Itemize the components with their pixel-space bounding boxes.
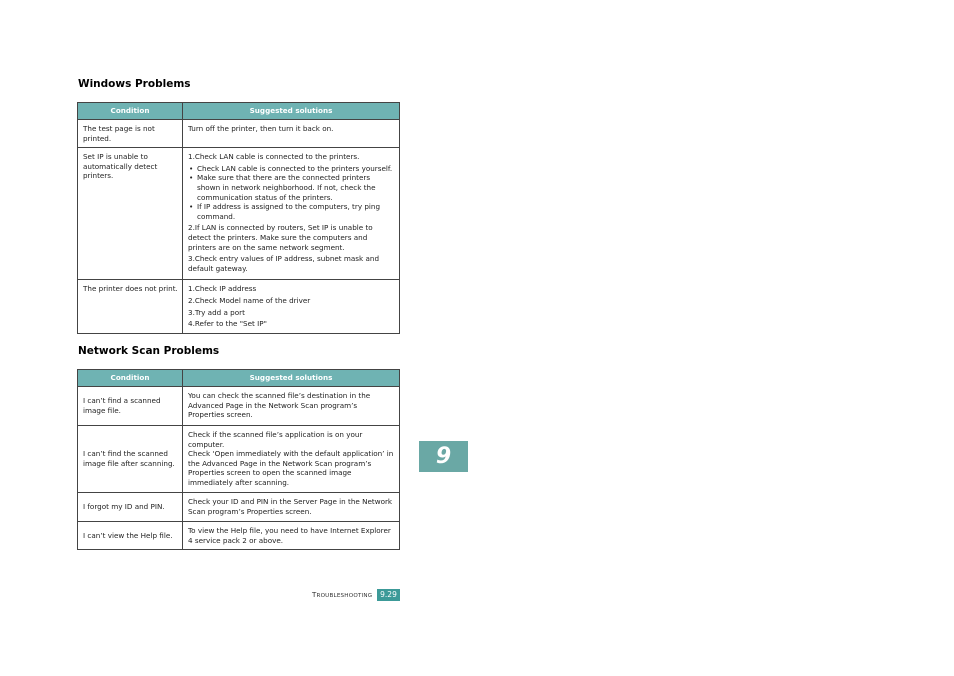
footer-label-rest: ROUBLESHOOTING xyxy=(316,593,373,599)
solution-step: 2.If LAN is connected by routers, Set IP is unable to detect the printers. Make sure the computers and printers are on the same network segment. xyxy=(188,223,373,252)
solution-line: Check ‘Open immediately with the default application’ in the Advanced Page in the Network Scan program’s Properties screen to open the scanned image immediately after scanning. xyxy=(188,449,394,487)
solution-line: Check if the scanned file’s application is on your computer. xyxy=(188,430,363,449)
chapter-number-tab: 9 xyxy=(419,441,468,472)
condition-cell: I can’t find a scanned image file. xyxy=(78,387,183,426)
footer-section-label xyxy=(312,591,372,599)
page-number-badge: 9.29 xyxy=(377,589,400,601)
solution-step: 4.Refer to the "Set IP" xyxy=(188,319,267,329)
table-header-row xyxy=(78,370,400,387)
solution-cell xyxy=(183,280,400,334)
column-header-solutions: Suggested solutions xyxy=(183,103,400,120)
network-scan-problems-table xyxy=(77,369,400,550)
table-row xyxy=(78,426,400,493)
column-header-solutions: Suggested solutions xyxy=(183,370,400,387)
table-row xyxy=(78,148,400,280)
section-title-network-scan-problems: Network Scan Problems xyxy=(78,345,220,357)
solution-cell xyxy=(183,426,400,493)
solution-step: 3.Check entry values of IP address, subnet mask and default gateway. xyxy=(188,254,380,273)
solution-step: 2.Check Model name of the driver xyxy=(188,295,311,305)
solution-cell: To view the Help file, you need to have Internet Explorer 4 service pack 2 or above. xyxy=(183,522,400,550)
section-title-windows-problems: Windows Problems xyxy=(78,78,191,90)
solution-bullet: • Check LAN cable is connected to the printers yourself. xyxy=(188,164,395,174)
column-header-condition: Condition xyxy=(78,103,183,120)
solution-cell: Check your ID and PIN in the Server Page in the Network Scan program’s Properties screen. xyxy=(183,493,400,522)
table-row xyxy=(78,493,400,522)
condition-cell: The test page is not printed. xyxy=(78,120,183,148)
solution-cell xyxy=(183,148,400,280)
table-row xyxy=(78,522,400,550)
footer-label-initial: T xyxy=(312,591,317,599)
solution-cell: You can check the scanned file’s destination in the Advanced Page in the Network Scan program’s Properties screen. xyxy=(183,387,400,426)
condition-cell: Set IP is unable to automatically detect printers. xyxy=(78,148,183,280)
condition-cell: I forgot my ID and PIN. xyxy=(78,493,183,522)
windows-problems-table xyxy=(77,102,400,334)
solution-bullet: • If IP address is assigned to the computers, try ping command. xyxy=(188,202,395,221)
solution-step: 3.Try add a port xyxy=(188,307,245,317)
solution-bullet: • Make sure that there are the connected printers shown in network neighborhood. If not, check the communication status of the printers. xyxy=(188,173,395,202)
column-header-condition: Condition xyxy=(78,370,183,387)
solution-step: 1.Check IP address xyxy=(188,284,257,294)
table-row xyxy=(78,120,400,148)
condition-cell: I can’t find the scanned image file after scanning. xyxy=(78,426,183,493)
condition-cell: The printer does not print. xyxy=(78,280,183,334)
condition-cell: I can’t view the Help file. xyxy=(78,522,183,550)
solution-cell: Turn off the printer, then turn it back on. xyxy=(183,120,400,148)
solution-step: 1.Check LAN cable is connected to the printers. xyxy=(188,152,360,162)
table-row xyxy=(78,387,400,426)
table-row xyxy=(78,280,400,334)
table-header-row xyxy=(78,103,400,120)
